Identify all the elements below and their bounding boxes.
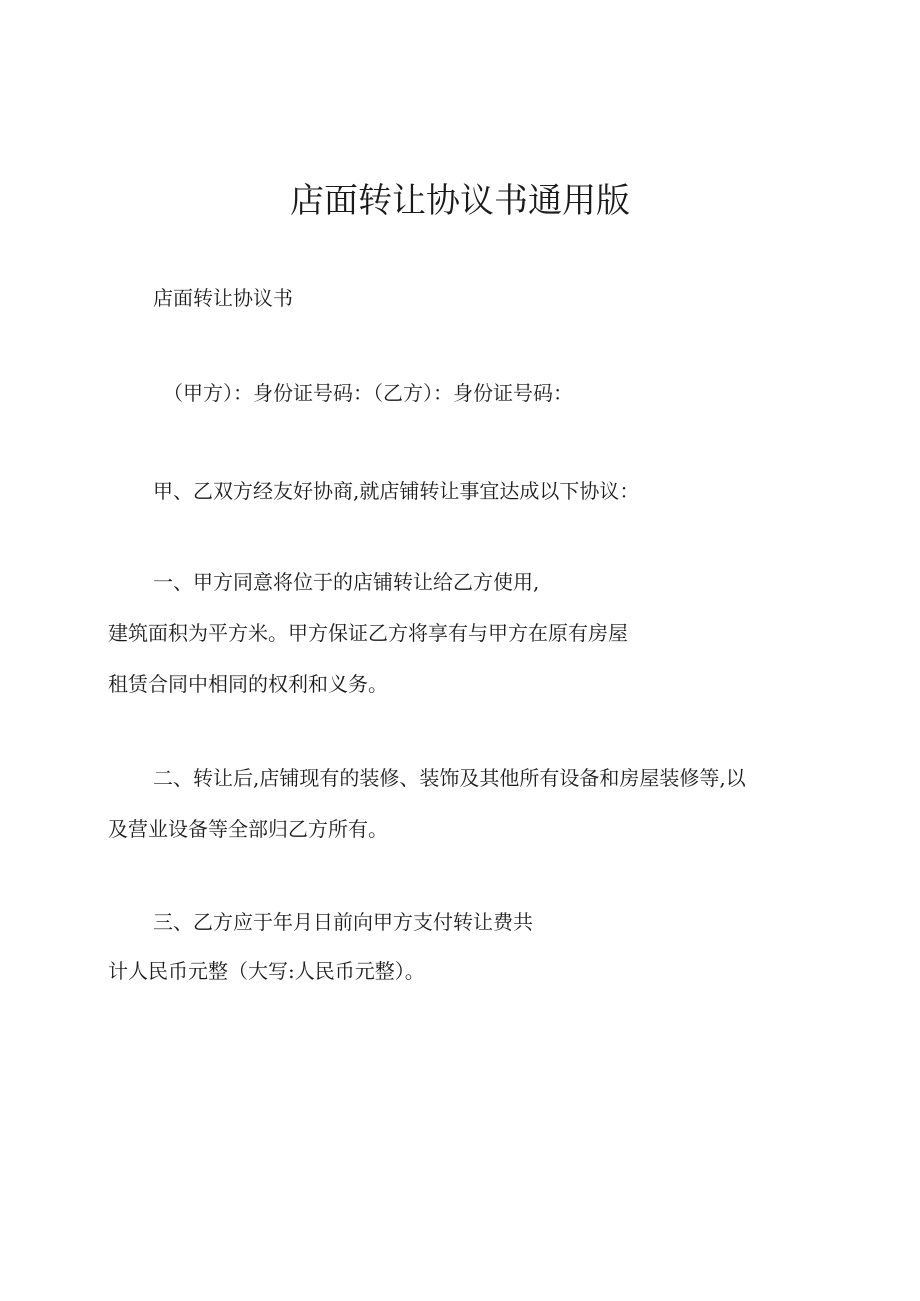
clause-2-line-2: 及营业设备等全部归乙方所有。: [108, 817, 388, 841]
clause-3-line-2: 计人民币元整（大写:人民币元整）。: [108, 959, 425, 983]
document-subtitle: 店面转让协议书: [153, 286, 293, 310]
clause-1-line-1: 一、甲方同意将位于的店铺转让给乙方使用,: [153, 570, 540, 594]
clause-1-line-3: 租赁合同中相同的权利和义务。: [108, 672, 388, 696]
document-title: 店面转让协议书通用版: [290, 181, 630, 221]
parties-line: （甲方）：身份证号码：（乙方）：身份证号码：: [163, 381, 573, 405]
clause-2-line-1: 二、转让后,店铺现有的装修、装饰及其他所有设备和房屋装修等,以: [153, 766, 746, 790]
intro-paragraph: 甲、乙双方经友好协商,就店铺转让事宜达成以下协议：: [153, 479, 640, 503]
clause-1-line-2: 建筑面积为平方米。甲方保证乙方将享有与甲方在原有房屋: [108, 621, 628, 645]
clause-3-line-1: 三、乙方应于年月日前向甲方支付转让费共: [153, 910, 533, 934]
